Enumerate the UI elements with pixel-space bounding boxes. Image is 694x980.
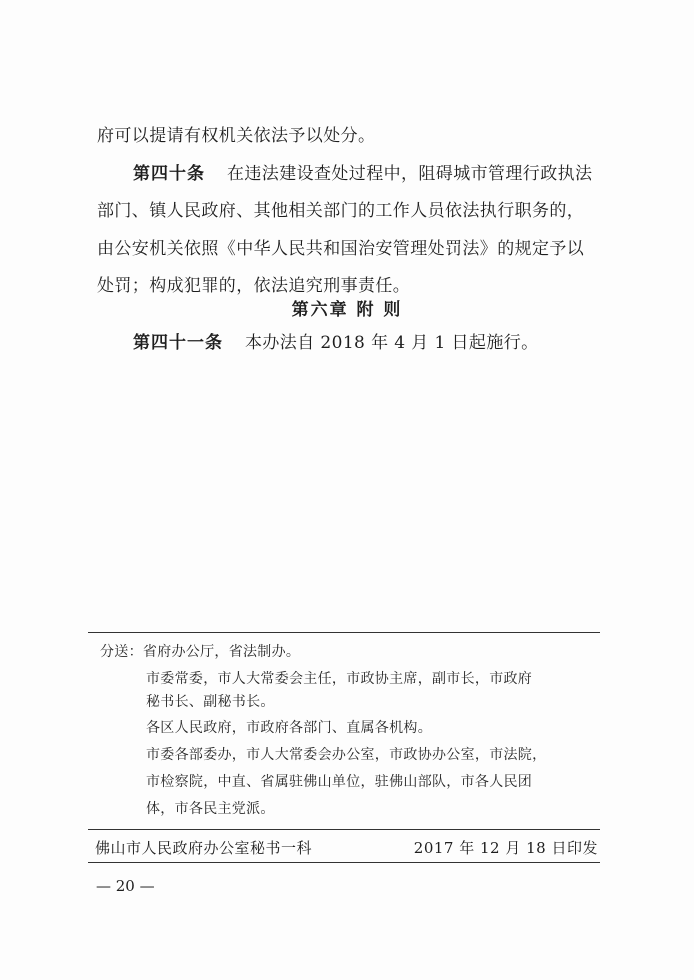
article-40-heading: 第四十条: [133, 164, 205, 184]
body-line-1: 府可以提请有权机关依法予以处分。: [97, 126, 376, 146]
article-41-line: [133, 333, 613, 353]
distribution-top-rule: [88, 632, 600, 633]
article-40-text-3: 由公安机关依照《中华人民共和国治安管理处罚法》的规定予以: [97, 239, 585, 259]
distribution-text-3: 秘书长、副秘书长。: [146, 694, 275, 710]
issue-date: 2017 年 12 月 18 日印发: [413, 839, 598, 857]
article-40-text-1: 在违法建设查处过程中，阻碍城市管理行政执法: [227, 164, 593, 184]
footer-bottom-rule: [88, 862, 600, 863]
distribution-text-6: 市检察院，中直、省属驻佛山单位，驻佛山部队，市各人民团: [146, 774, 533, 790]
page-number: — 20 —: [96, 877, 155, 895]
article-40-first-line: [133, 164, 613, 184]
article-41-text: 本办法自 2018 年 4 月 1 日起施行。: [245, 333, 539, 353]
distribution-text-4: 各区人民政府，市政府各部门、直属各机构。: [146, 720, 432, 736]
distribution-text-2: 市委常委，市人大常委会主任，市政协主席，副市长，市政府: [146, 671, 533, 687]
footer-top-rule: [88, 829, 600, 830]
article-40-text-4: 处罚；构成犯罪的，依法追究刑事责任。: [97, 276, 411, 296]
distribution-text-5: 市委各部委办，市人大常委会办公室，市政协办公室，市法院，: [146, 747, 547, 763]
article-40-text-2: 部门、镇人民政府、其他相关部门的工作人员依法执行职务的，: [97, 201, 585, 221]
article-41-heading: 第四十一条: [133, 333, 223, 353]
issuer-office: 佛山市人民政府办公室秘书一科: [95, 839, 313, 857]
distribution-text-1: 省府办公厅，省法制办。: [142, 644, 301, 660]
chapter-6-title: 第六章 附 则: [291, 300, 403, 320]
distribution-text-7: 体，市各民主党派。: [146, 801, 275, 817]
distribution-label: 分送：: [100, 644, 143, 660]
distribution-first-line: [100, 643, 300, 661]
